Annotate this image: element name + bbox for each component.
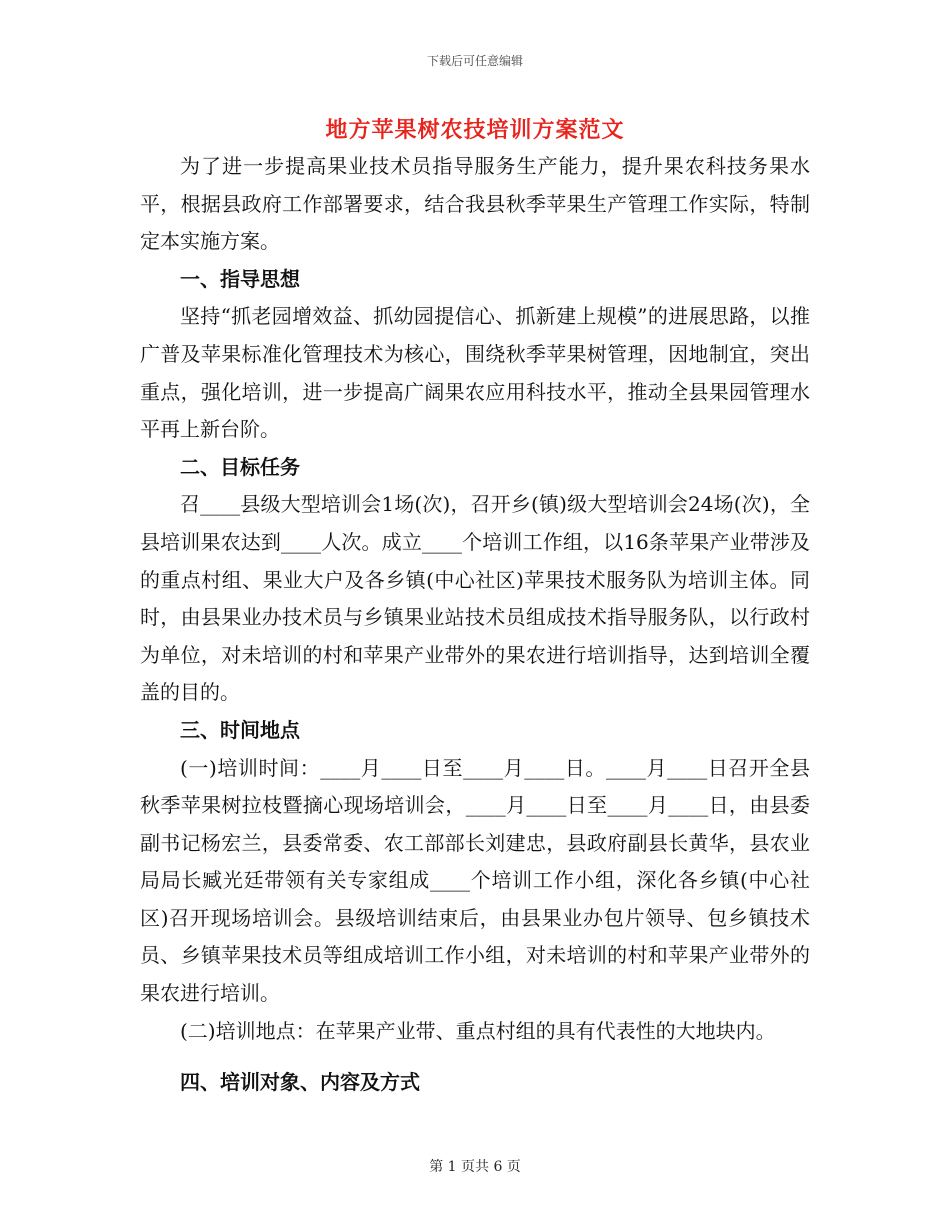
training-time-paragraph: (一)培训时间：____月____日至____月____日。____月____日召开全县秋季苹果树拉枝暨摘心现场培训会，____月____日至____月____日，由县委副书记杨宏兰，县委常委、农工部部长刘建忠，县政府副县长黄华，县农业局局长臧光廷带领有关专家组成____个培训工作小组，深化各乡镇(中心社区)召开现场培训会。县级培训结束后，由县果业办包片领导、包乡镇技术员、乡镇苹果技术员等组成培训工作小组，对未培训的村和苹果产业带外的果农进行培训。 [140,755,810,1006]
document-body [140,148,810,1102]
header-note: 下载后可任意编辑 [426,54,523,68]
training-place-paragraph: (二)培训地点：在苹果产业带、重点村组的具有代表性的大地块内。 [180,1018,776,1043]
intro-paragraph: 为了进一步提高果业技术员指导服务生产能力，提升果农科技务果水平，根据县政府工作部署要求，结合我县秋季苹果生产管理工作实际，特制定本实施方案。 [140,154,810,254]
document-title: 地方苹果树农技培训方案范文 [325,117,625,143]
guiding-ideology-paragraph: 坚持“抓老园增效益、抓幼园提信心、抓新建上规模”的进展思路，以推广普及苹果标准化管理技术为核心，围绕秋季苹果树管理，因地制宜，突出重点，强化培训，进一步提高广阔果农应用科技水平，推动全县果园管理水平再上新台阶。 [140,304,810,442]
page-number: 第 1 页共 6 页 [429,1159,521,1175]
section-heading-time-place: 三、时间地点 [180,717,300,742]
section-heading-goals-tasks: 二、目标任务 [180,454,300,479]
section-heading-targets-content-methods: 四、培训对象、内容及方式 [180,1070,420,1095]
section-heading-guiding-ideology: 一、指导思想 [180,266,300,291]
goals-tasks-paragraph: 召____县级大型培训会1场(次)，召开乡(镇)级大型培训会24场(次)，全县培训果农达到____人次。成立____个培训工作组，以16条苹果产业带涉及的重点村组、果业大户及各乡镇(中心社区)苹果技术服务队为培训主体。同时，由县果业办技术员与乡镇果业站技术员组成技术指导服务队，以行政村为单位，对未培训的村和苹果产业带外的果农进行培训指导，达到培训全覆盖的目的。 [140,492,810,705]
